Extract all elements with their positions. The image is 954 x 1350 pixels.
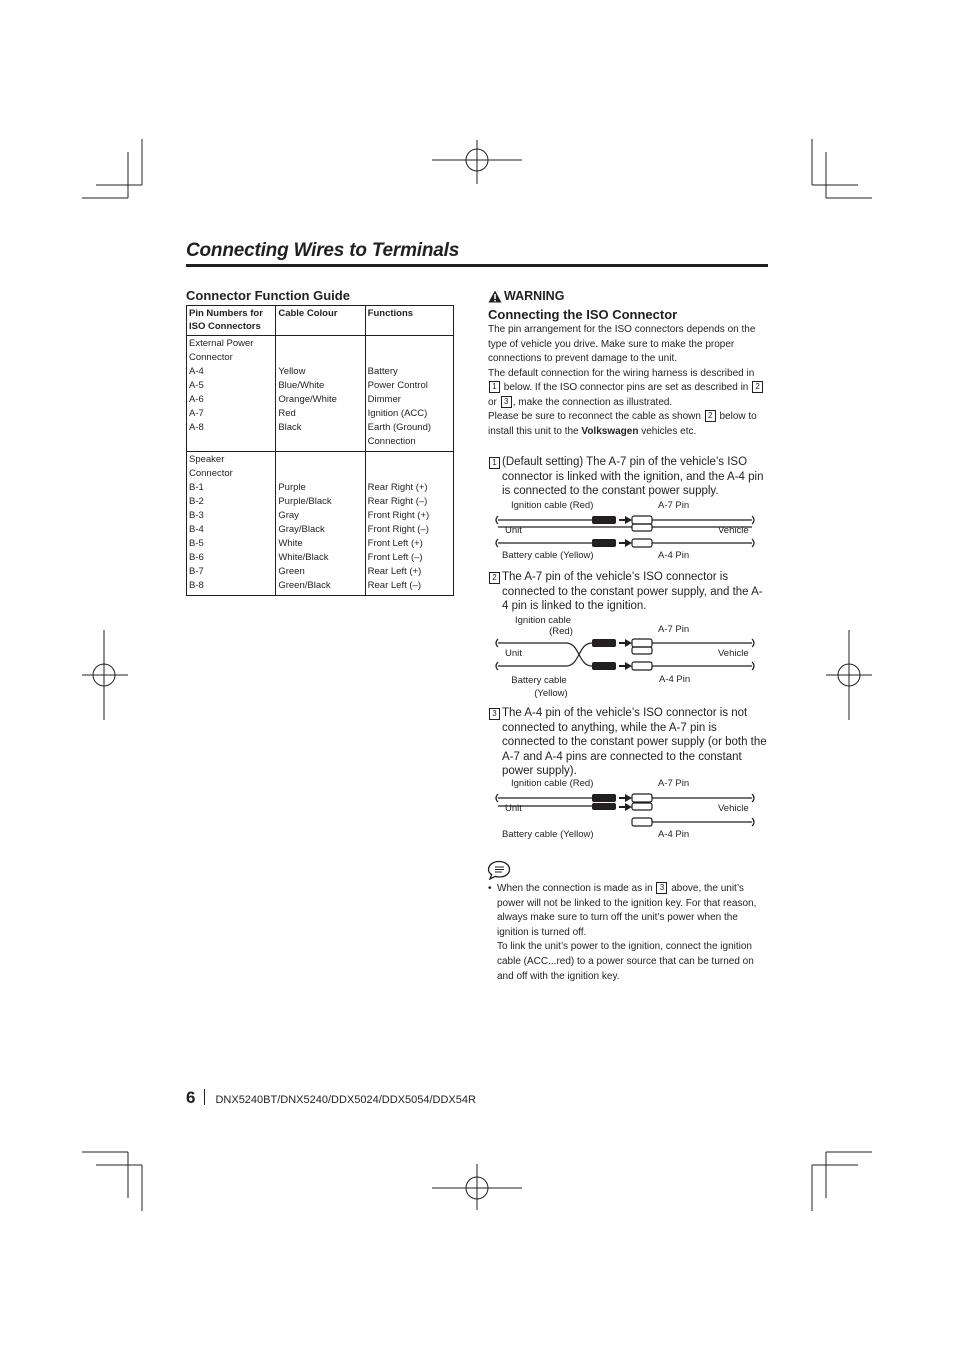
warning-heading	[488, 289, 564, 303]
ref-box-2: 2	[752, 381, 763, 393]
case-number-box: 1	[489, 457, 500, 469]
pin-cell: B-7	[189, 566, 204, 577]
function-cell: Rear Left (+)	[367, 566, 422, 577]
unit-label: Unit	[505, 803, 522, 814]
function-cell: Ignition (ACC)	[367, 408, 428, 419]
colour-cell: Orange/White	[278, 394, 337, 405]
colour-cell: Green/Black	[278, 580, 331, 591]
warning-triangle-icon	[488, 290, 502, 303]
vehicle-label: Vehicle	[718, 648, 749, 659]
function-cell: Front Right (+)	[367, 510, 430, 521]
column-header-pin: Pin Numbers for ISO Connectors	[187, 306, 276, 336]
ignition-cable-label: Ignition cable (Red)	[515, 615, 573, 637]
ref-box-3: 3	[656, 882, 667, 894]
a4-pin-label: A-4 Pin	[658, 550, 690, 561]
group-name: External Power	[189, 338, 254, 349]
column-header-functions: Functions	[365, 306, 453, 336]
model-numbers: DNX5240BT/DNX5240/DDX5024/DDX5054/DDX54R	[215, 1094, 476, 1106]
warning-label: WARNING	[504, 289, 565, 303]
battery-cable-label: Battery cable (Yellow)	[502, 829, 594, 840]
a4-pin-label: A-4 Pin	[658, 829, 690, 840]
battery-cable-label: Battery cable (Yellow)	[502, 550, 594, 561]
colour-cell: Purple/Black	[278, 496, 332, 507]
colour-cell: Gray	[278, 510, 299, 521]
note-speech-bubble-icon	[487, 860, 511, 880]
colour-cell: Blue/White	[278, 380, 325, 391]
page-title: Connecting Wires to Terminals	[186, 240, 460, 261]
ignition-cable-label: Ignition cable (Red)	[511, 778, 594, 789]
case-number-box: 3	[489, 708, 500, 720]
pin-cell: A-7	[189, 408, 204, 419]
pin-cell: B-2	[189, 496, 204, 507]
function-cell: Front Left (–)	[367, 552, 423, 563]
colour-cell: Purple	[278, 482, 306, 493]
colour-cell: Red	[278, 408, 296, 419]
wiring-diagram-2	[494, 633, 758, 675]
colour-cell: White	[278, 538, 303, 549]
colour-cell: Yellow	[278, 366, 306, 377]
function-cell: Front Left (+)	[367, 538, 423, 549]
connector-function-table	[186, 305, 454, 596]
a4-pin-label: A-4 Pin	[659, 674, 691, 685]
guide-heading: Connector Function Guide	[186, 288, 350, 303]
ref-box-2: 2	[705, 410, 716, 422]
case-number-box: 2	[489, 572, 500, 584]
footer-separator	[204, 1089, 205, 1105]
pin-cell: A-4	[189, 366, 204, 377]
group-name: Connector	[189, 352, 233, 363]
function-cell: Front Right (–)	[367, 524, 429, 535]
ignition-cable-label: Ignition cable (Red)	[511, 500, 594, 511]
note-bullet: •	[488, 883, 492, 894]
iso-connector-heading: Connecting the ISO Connector	[488, 307, 678, 322]
battery-cable-label: Battery cable (Yellow)	[511, 675, 568, 699]
table-group-external-power	[187, 336, 454, 452]
title-rule	[186, 264, 768, 267]
ref-box-3: 3	[501, 396, 512, 408]
note-text: When the connection is made as in 3 above, the unit’s power will not be linked to the ignition key. For that reason, always make sure to turn off the unit’s power when the ignition is turned off.	[497, 883, 757, 938]
a7-pin-label: A-7 Pin	[658, 500, 690, 511]
group-name: Speaker	[189, 454, 225, 465]
iso-paragraph-3: Please be sure to reconnect the cable as shown 2 below to install this unit to the Volkswagen vehicles etc.	[488, 411, 757, 437]
note-text-2: To link the unit’s power to the ignition, connect the ignition cable (ACC...red) to a power source that can be turned on and off with the ignition key.	[497, 941, 754, 982]
unit-label: Unit	[505, 525, 522, 536]
iso-paragraph-1: The pin arrangement for the ISO connectors depends on the type of vehicle you drive. Make sure to make the proper connections to prevent damage to the unit.	[488, 324, 756, 364]
wiring-diagram-3	[494, 790, 758, 830]
iso-connector-body	[488, 323, 768, 439]
a7-pin-label: A-7 Pin	[658, 624, 690, 635]
function-cell: Rear Right (–)	[367, 496, 428, 507]
colour-cell: White/Black	[278, 552, 329, 563]
ref-box-1: 1	[489, 381, 500, 393]
note-block	[488, 882, 770, 984]
pin-cell: B-6	[189, 552, 204, 563]
pin-cell: B-3	[189, 510, 204, 521]
pin-cell: B-4	[189, 524, 204, 535]
pin-cell: B-8	[189, 580, 204, 591]
unit-label: Unit	[505, 648, 522, 659]
function-cell: Dimmer	[367, 394, 401, 405]
pin-cell: A-8	[189, 422, 204, 433]
iso-paragraph-2: The default connection for the wiring harness is described in 1 below. If the ISO connector pins are set as described in 2 or 3 , make the connection as illustrated.	[488, 367, 768, 411]
pin-cell: A-5	[189, 380, 204, 391]
wiring-diagram-1	[494, 512, 758, 552]
vehicle-label: Vehicle	[718, 525, 749, 536]
group-name: Connector	[189, 468, 233, 479]
case-1-description: 1 (Default setting) The A-7 pin of the vehicle’s ISO connector is linked with the ignition, and the A-4 pin is connected to the constant power supply.	[488, 455, 768, 499]
case-2-description: 2 The A-7 pin of the vehicle’s ISO connector is connected to the constant power supply, and the A-4 pin is linked to the ignition.	[488, 570, 768, 614]
function-cell: Power Control	[367, 380, 428, 391]
function-cell: Earth (Ground) Connection	[367, 422, 432, 447]
colour-cell: Gray/Black	[278, 524, 325, 535]
page-number: 6	[186, 1088, 196, 1107]
table-header-row	[187, 306, 454, 336]
page-footer	[186, 1087, 476, 1108]
function-cell: Rear Right (+)	[367, 482, 428, 493]
column-header-colour: Cable Colour	[276, 306, 365, 336]
pin-cell: B-5	[189, 538, 204, 549]
colour-cell: Green	[278, 566, 305, 577]
case-3-description: 3 The A-4 pin of the vehicle’s ISO connector is not connected to anything, while the A-7 pin is connected to the constant power supply (or both the A-7 and A-4 pins are connected to the constant power supply).	[488, 706, 768, 779]
a7-pin-label: A-7 Pin	[658, 778, 690, 789]
colour-cell: Black	[278, 422, 302, 433]
vehicle-label: Vehicle	[718, 803, 749, 814]
table-group-speaker	[187, 452, 454, 596]
function-cell: Rear Left (–)	[367, 580, 421, 591]
pin-cell: A-6	[189, 394, 204, 405]
function-cell: Battery	[367, 366, 398, 377]
pin-cell: B-1	[189, 482, 204, 493]
